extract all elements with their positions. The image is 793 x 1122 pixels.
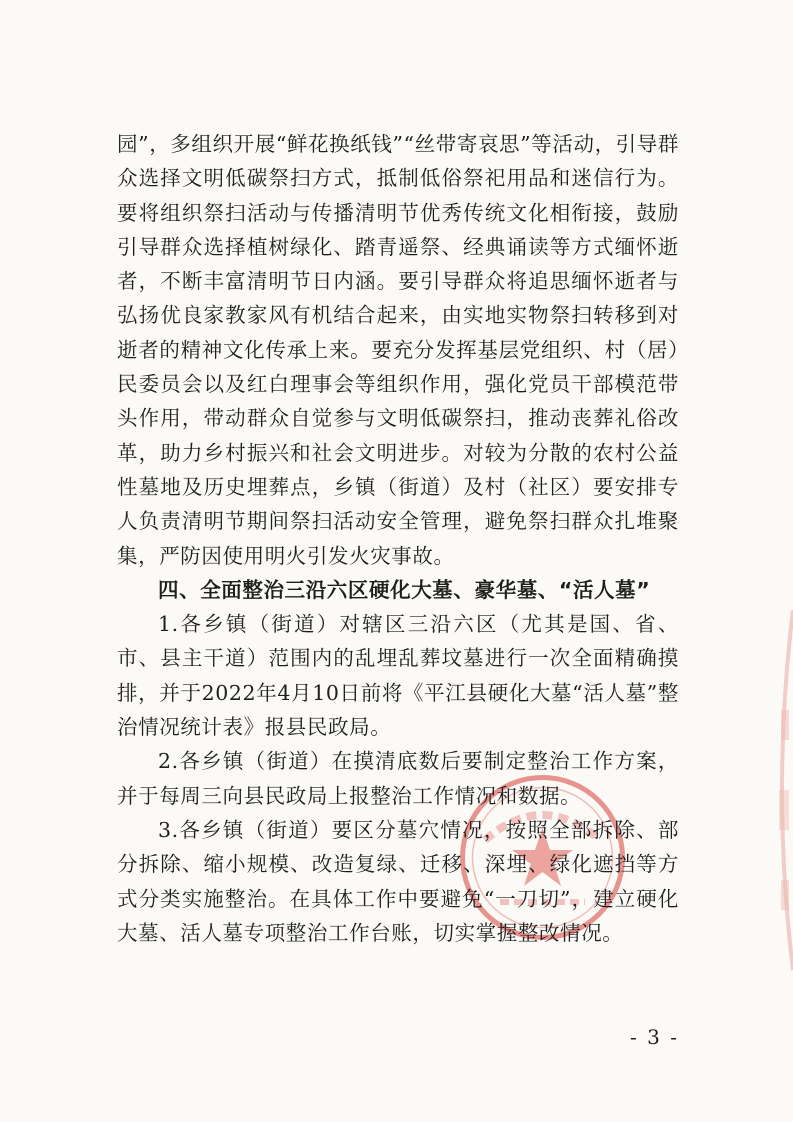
page-number: - 3 - <box>630 1025 679 1049</box>
document-body <box>117 127 679 950</box>
list-item: 1.各乡镇（街道）对辖区三沿六区（尤其是国、省、市、县主干道）范围内的乱埋乱葬坟墓进行一次全面精确摸排，并于2022年4月10日前将《平江县硬化大墓“活人墓”整治情况统计表》报县民政局。 <box>117 612 679 740</box>
body-paragraph: 园”，多组织开展“鲜花换纸钱”“丝带寄哀思”等活动，引导群众选择文明低碳祭扫方式，抵制低俗祭祀用品和迷信行为。要将组织祭扫活动与传播清明节优秀传统文化相衔接，鼓励引导群众选择植树绿化、踏青遥祭、经典诵读等方式缅怀逝者，不断丰富清明节日内涵。要引导群众将追思缅怀逝者与弘扬优良家教家风有机结合起来，由实地实物祭扫转移到对逝者的精神文化传承上来。要充分发挥基层党组织、村（居）民委员会以及红白理事会等组织作用，强化党员干部模范带头作用，带动群众自觉参与文明低碳祭扫，推动丧葬礼俗改革，助力乡村振兴和社会文明进步。对较为分散的农村公益性墓地及历史埋葬点，乡镇（街道）及村（社区）要安排专人负责清明节期间祭扫活动安全管理，避免祭扫群众扎堆聚集，严防因使用明火引发火灾事故。 <box>117 132 679 568</box>
list-item: 2.各乡镇（街道）在摸清底数后要制定整治工作方案，并于每周三向县民政局上报整治工作情况和数据。 <box>117 749 679 808</box>
section-heading: 四、全面整治三沿六区硬化大墓、豪华墓、“活人墓” <box>158 577 651 602</box>
edge-seal-fragment-icon <box>771 590 793 990</box>
list-item: 3.各乡镇（街道）要区分墓穴情况，按照全部拆除、部分拆除、缩小规模、改造复绿、迁移、深埋、绿化遮挡等方式分类实施整治。在具体工作中要避免“一刀切”，建立硬化大墓、活人墓专项整治工作台账，切实掌握整改情况。 <box>117 817 679 945</box>
